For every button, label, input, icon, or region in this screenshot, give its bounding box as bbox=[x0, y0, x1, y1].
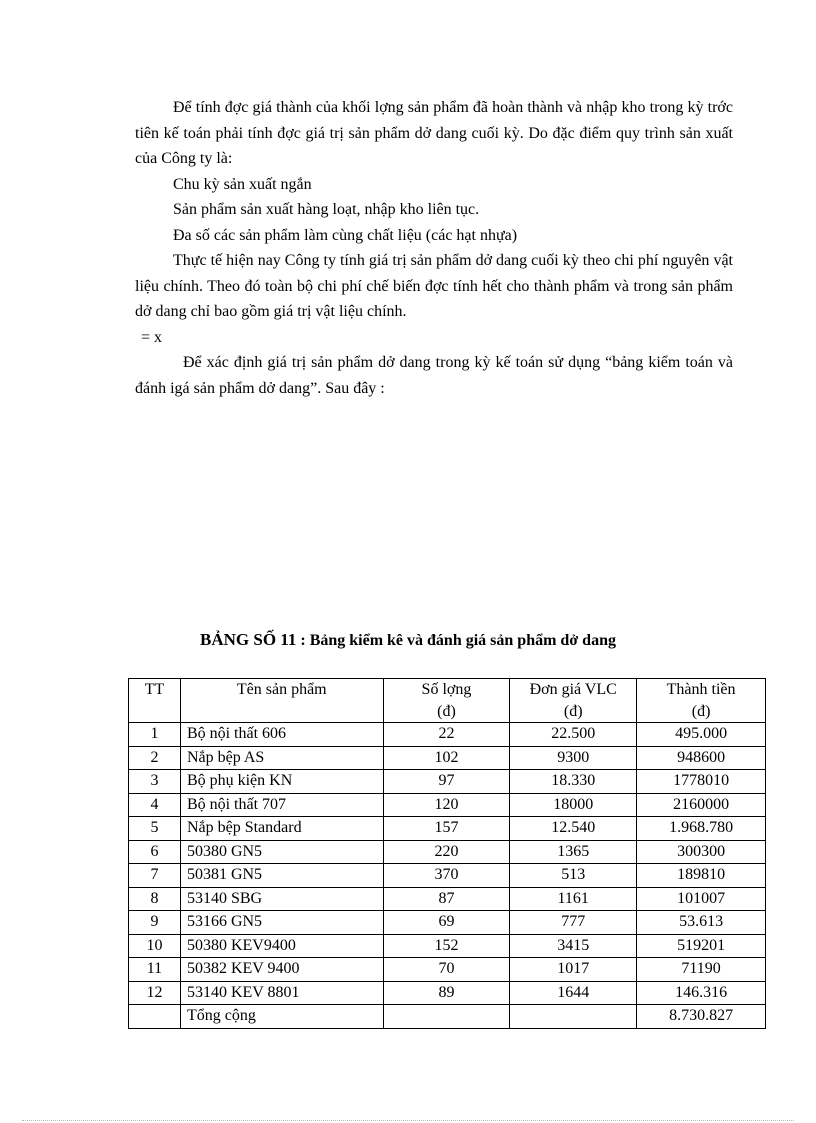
table-row bbox=[129, 746, 766, 770]
cell-qty: 97 bbox=[383, 770, 510, 794]
header-qty-line2: (đ) bbox=[437, 702, 456, 720]
cell-qty: 220 bbox=[383, 840, 510, 864]
inventory-table bbox=[128, 678, 766, 1029]
header-amount-line2: (đ) bbox=[691, 702, 711, 720]
cell-amount: 300300 bbox=[637, 840, 766, 864]
header-qty-line1: Số lợng bbox=[421, 681, 472, 698]
cell-amount: 1.968.780 bbox=[637, 817, 766, 841]
table-row bbox=[129, 793, 766, 817]
cell-amount: 948600 bbox=[637, 746, 766, 770]
cell-tt: 2 bbox=[129, 746, 181, 770]
cell-price: 18000 bbox=[510, 793, 637, 817]
table-caption-label: BẢNG SỐ 11 bbox=[200, 630, 297, 649]
cell-price: 1644 bbox=[510, 981, 637, 1005]
cell-qty: 70 bbox=[383, 958, 510, 982]
cell-name: 50380 KEV9400 bbox=[180, 934, 383, 958]
cell-price: 1161 bbox=[510, 887, 637, 911]
header-price-line1: Đơn giá VLC bbox=[529, 681, 617, 698]
cell-amount: 71190 bbox=[637, 958, 766, 982]
header-qty bbox=[383, 679, 510, 723]
cell-price: 1017 bbox=[510, 958, 637, 982]
paragraph-2: Chu kỳ sản xuất ngắn bbox=[173, 175, 312, 193]
cell-name: Bộ phụ kiện KN bbox=[180, 770, 383, 794]
table-row bbox=[129, 770, 766, 794]
header-tt: TT bbox=[129, 679, 181, 723]
total-tt-empty bbox=[129, 1005, 181, 1029]
cell-tt: 10 bbox=[129, 934, 181, 958]
cell-amount: 101007 bbox=[637, 887, 766, 911]
header-price-line2: (đ) bbox=[563, 702, 583, 720]
table-row bbox=[129, 723, 766, 747]
cell-qty: 120 bbox=[383, 793, 510, 817]
cell-qty: 69 bbox=[383, 911, 510, 935]
cell-tt: 11 bbox=[129, 958, 181, 982]
cell-qty: 152 bbox=[383, 934, 510, 958]
table-row bbox=[129, 958, 766, 982]
table-caption bbox=[0, 630, 816, 650]
cell-amount: 189810 bbox=[637, 864, 766, 888]
cell-amount: 53.613 bbox=[637, 911, 766, 935]
header-price bbox=[510, 679, 637, 723]
cell-name: 50381 GN5 bbox=[180, 864, 383, 888]
cell-name: 53166 GN5 bbox=[180, 911, 383, 935]
cell-tt: 3 bbox=[129, 770, 181, 794]
paragraph-5: Thực tế hiện nay Công ty tính giá trị sản phẩm dở dang cuối kỳ theo chi phí nguyên vật liệu chính. Theo đó toàn bộ chi phí chế biến đợc tính hết cho thành phẩm và trong sản phẩm dở dang chỉ bao gồm giá trị vật liệu chính. bbox=[135, 252, 733, 320]
cell-tt: 8 bbox=[129, 887, 181, 911]
cell-tt: 9 bbox=[129, 911, 181, 935]
cell-tt: 4 bbox=[129, 793, 181, 817]
body-text bbox=[135, 95, 733, 401]
cell-qty: 102 bbox=[383, 746, 510, 770]
cell-amount: 2160000 bbox=[637, 793, 766, 817]
cell-name: Bộ nội thất 707 bbox=[180, 793, 383, 817]
cell-name: 53140 KEV 8801 bbox=[180, 981, 383, 1005]
table-row bbox=[129, 981, 766, 1005]
cell-price: 18.330 bbox=[510, 770, 637, 794]
header-name: Tên sản phẩm bbox=[180, 679, 383, 723]
table-header-row bbox=[129, 679, 766, 723]
header-amount bbox=[637, 679, 766, 723]
paragraph-4: Đa số các sản phẩm làm cùng chất liệu (các hạt nhựa) bbox=[173, 226, 518, 244]
cell-price: 3415 bbox=[510, 934, 637, 958]
table-row bbox=[129, 840, 766, 864]
paragraph-3: Sản phẩm sản xuất hàng loạt, nhập kho liên tục. bbox=[173, 201, 480, 218]
cell-qty: 22 bbox=[383, 723, 510, 747]
table-row bbox=[129, 911, 766, 935]
cell-tt: 5 bbox=[129, 817, 181, 841]
cell-qty: 370 bbox=[383, 864, 510, 888]
table-row bbox=[129, 887, 766, 911]
table-body bbox=[129, 723, 766, 1029]
formula-line: = x bbox=[141, 328, 163, 346]
cell-name: Bộ nội thất 606 bbox=[180, 723, 383, 747]
total-price-empty bbox=[510, 1005, 637, 1029]
cell-qty: 89 bbox=[383, 981, 510, 1005]
cell-name: Nắp bệp Standard bbox=[180, 817, 383, 841]
paragraph-1: Để tính đợc giá thành của khối lợng sản phẩm đã hoàn thành và nhập kho trong kỳ trớc tiên kế toán phải tính đợc giá trị sản phẩm dở dang cuối kỳ. Do đặc điểm quy trình sản xuất của Công ty là: bbox=[135, 99, 733, 167]
header-amount-line1: Thành tiền bbox=[666, 681, 736, 698]
cell-price: 22.500 bbox=[510, 723, 637, 747]
cell-price: 513 bbox=[510, 864, 637, 888]
total-row bbox=[129, 1005, 766, 1029]
total-amount: 8.730.827 bbox=[637, 1005, 766, 1029]
cell-name: Nắp bệp AS bbox=[180, 746, 383, 770]
cell-price: 777 bbox=[510, 911, 637, 935]
table-row bbox=[129, 864, 766, 888]
cell-qty: 87 bbox=[383, 887, 510, 911]
cell-tt: 12 bbox=[129, 981, 181, 1005]
cell-amount: 146.316 bbox=[637, 981, 766, 1005]
table-caption-text: : Bảng kiểm kê và đánh giá sản phẩm dở dang bbox=[300, 632, 616, 649]
table-row bbox=[129, 817, 766, 841]
cell-name: 50380 GN5 bbox=[180, 840, 383, 864]
paragraph-6: Để xác định giá trị sản phẩm dở dang trong kỳ kế toán sử dụng “bảng kiểm toán và đánh igá sản phẩm dở dang”. Sau đây : bbox=[135, 354, 733, 397]
cell-amount: 495.000 bbox=[637, 723, 766, 747]
cell-amount: 519201 bbox=[637, 934, 766, 958]
total-qty-empty bbox=[383, 1005, 510, 1029]
cell-tt: 1 bbox=[129, 723, 181, 747]
cell-qty: 157 bbox=[383, 817, 510, 841]
cell-amount: 1778010 bbox=[637, 770, 766, 794]
page-bottom-divider bbox=[22, 1120, 794, 1121]
cell-tt: 6 bbox=[129, 840, 181, 864]
cell-tt: 7 bbox=[129, 864, 181, 888]
cell-name: 50382 KEV 9400 bbox=[180, 958, 383, 982]
cell-price: 12.540 bbox=[510, 817, 637, 841]
table-row bbox=[129, 934, 766, 958]
cell-name: 53140 SBG bbox=[180, 887, 383, 911]
cell-price: 1365 bbox=[510, 840, 637, 864]
cell-price: 9300 bbox=[510, 746, 637, 770]
total-label: Tổng cộng bbox=[180, 1005, 383, 1029]
